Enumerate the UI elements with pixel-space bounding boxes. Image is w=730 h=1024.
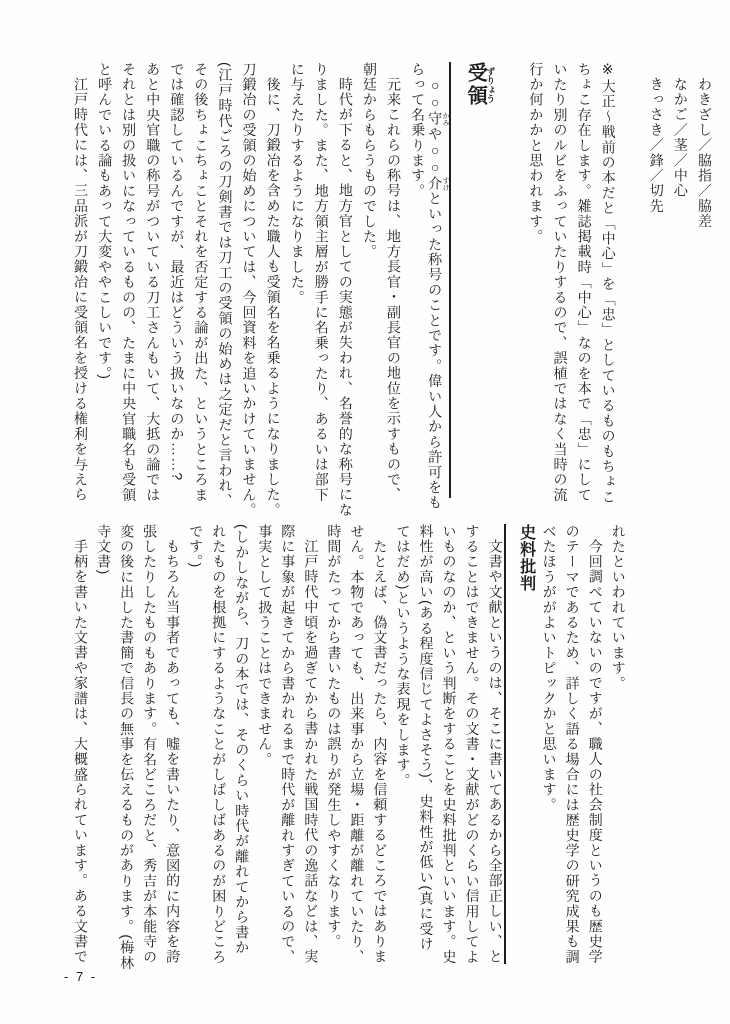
text-column: 江戸時代には、三品派が刀鍛冶に受領名を授ける権利を与えら xyxy=(73,77,89,503)
text-column: 変の後に出した書簡で信長の無事を伝えるものがあります。(梅林 xyxy=(119,524,136,971)
text-column: することはできません。その文書・文献がどのくらい信用してよ xyxy=(464,524,481,965)
text-column: あと中央官職の称号がついている刀工さんもいて、大抵の論では xyxy=(145,62,162,503)
text-column: らって名乗ります。 xyxy=(410,62,427,199)
text-column: と呼んでいる論もあって大変ややこしいです。) xyxy=(97,62,114,381)
text-column: 後に、刀鍛冶を含めた職人も受領名を名乗るようになりました。 xyxy=(265,77,282,518)
text-column: ○○守 かみや○○介 すけといった称号のことです。偉い人から許可をも xyxy=(427,77,450,511)
text-column: きっさき／鋒／切先 xyxy=(648,77,665,214)
text-column: 時間がたってから書いたものは誤りが発生しやすくなります。 xyxy=(326,524,343,950)
text-column: れたといわれています。 xyxy=(610,524,627,692)
bottom-text-block xyxy=(66,524,627,971)
page-number: - 7 - xyxy=(64,969,98,984)
text-column: ※大正〜戦前の本だと「中心」を「忠」としているものもちょこ xyxy=(600,62,617,505)
text-column: いたり別のルビをふっていたりするので、誤植ではなく当時の流 xyxy=(552,62,569,503)
text-column: 刀鍛冶の受領の始めについては、今回資料を追いかけていません。 xyxy=(241,62,258,518)
section-heading: 史料批判 xyxy=(504,524,534,964)
text-column: たとえば、偽文書だったら、内容を信頼するどころではありま xyxy=(372,539,389,965)
text-column: 張したりしたものもあります。有名どころだと、秀吉が本能寺の xyxy=(142,524,159,965)
text-column: 事実として扱うことはできません。 xyxy=(257,524,274,768)
text-column: せん。本物であっても、出来事から立場・距離が離れていたり、 xyxy=(349,524,366,965)
text-column: 手柄を書いた文書や家譜は、大概盛られています。ある文書で xyxy=(73,539,89,965)
text-column: なかご／茎／中心 xyxy=(672,77,689,199)
text-column: てはだめ)というような表現をします。 xyxy=(395,524,412,789)
text-column: に与えたりするようになりました。 xyxy=(289,62,306,306)
text-column: 元来これらの称号は、地方長官・副長官の地位を示すもので、 xyxy=(386,77,403,503)
text-column: では確認しているんですが、最近はどういう扱いなのか……? xyxy=(169,62,186,482)
section-heading: 受領 ずりょう xyxy=(449,62,495,498)
text-column: 朝廷からもらうものでした。 xyxy=(361,62,378,260)
text-column: (江戸時代ごろの刀剣書では刀工の受領の始めは之定だと言われ、 xyxy=(217,62,234,509)
text-column: もちろん当事者であっても、嘘を書いたり、意図的に内容を誇 xyxy=(165,539,182,965)
top-text-block xyxy=(64,62,713,518)
text-column: 今回調べていないのですが、職人の社会制度というのも歴史学 xyxy=(587,539,604,965)
text-column: 文書や文献というのは、そこに書いてあるから全部正しい、と xyxy=(487,539,504,965)
column-gap xyxy=(495,62,519,498)
text-column: 料性が高い(ある程度信じてよさそう)、史料性が低い(真に受け xyxy=(418,524,435,952)
text-column: のテーマであるため、詳しく語る場合には歴史学の研究成果も調 xyxy=(564,524,581,965)
text-column: れたものを根拠にするようなことがしばしばあるのが困りどころ xyxy=(211,524,228,965)
text-column: いものなのか、という判断をすることを史料批判といいます。史 xyxy=(441,524,458,965)
text-column: べたほうががよいトピックかと思います。 xyxy=(541,524,558,813)
text-column: それとは別の扱いになっているものの、たまに中央官職名も受領 xyxy=(121,62,138,503)
text-column: です。) xyxy=(188,524,205,569)
column-gap xyxy=(616,62,640,498)
text-column: その後ちょこちょことそれを否定する論が出た、というところま xyxy=(193,62,210,503)
text-column: 寺文書) xyxy=(96,524,113,576)
text-column: りました。また、地方領主層が勝手に名乗ったり、あるいは部下 xyxy=(313,62,330,503)
text-column: 行か何かかと思われます。 xyxy=(528,62,545,245)
text-column: わきざし／脇指／脇差 xyxy=(696,77,713,229)
text-column: 時代が下ると、地方官としての実態が失われ、名誉的な称号にな xyxy=(337,77,354,518)
text-column: (しかしながら、刀の本では、そのくらい時代が離れてから書か xyxy=(234,524,251,956)
text-column: 際に事象が起きてから書かれるまで時代が離れすぎているので、 xyxy=(280,524,297,965)
text-column: ちょこ存在します。雑誌掲載時「中心」なのを本で「忠」にして xyxy=(576,62,593,503)
text-column: 江戸時代中頃を過ぎてから書かれた戦国時代の逸話などは、実 xyxy=(303,539,320,965)
